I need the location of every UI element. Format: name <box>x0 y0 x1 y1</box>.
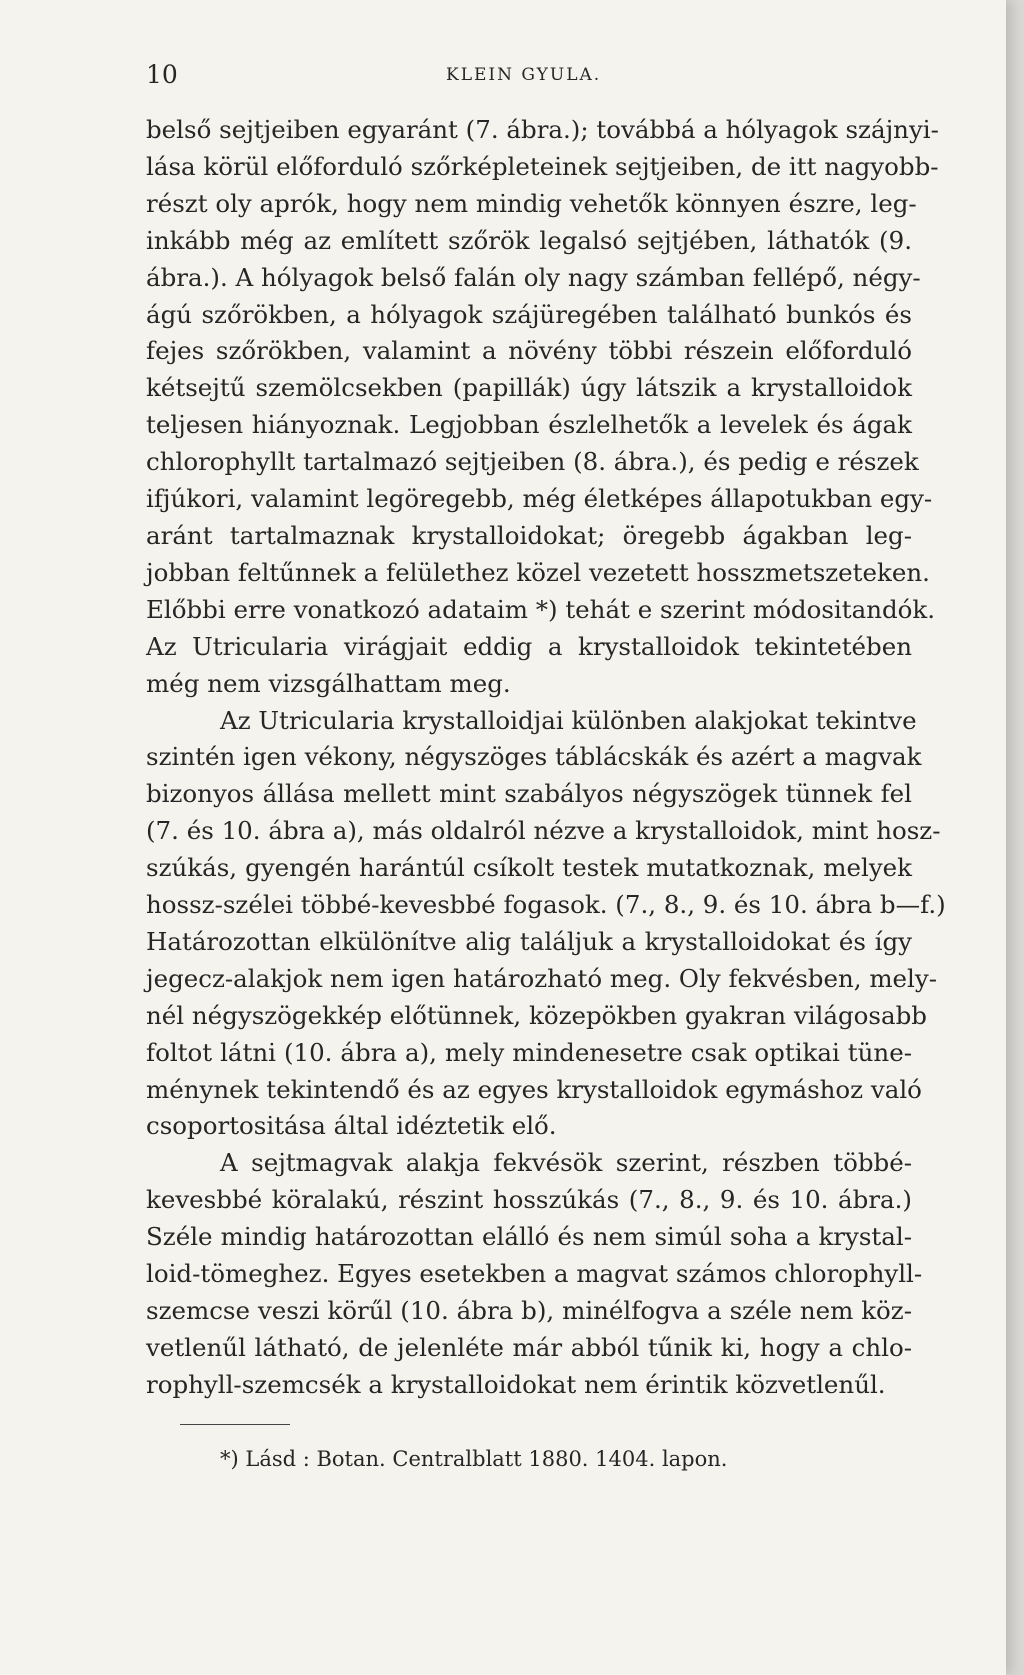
body-text <box>146 112 946 1404</box>
text-line: ifjúkori, valamint legöregebb, még életképes állapotukban egy- <box>146 484 933 514</box>
text-line: lása körül előforduló szőrképleteinek sejtjeiben, de itt nagyobb- <box>146 151 939 181</box>
text-line: ágú szőrökben, a hólyagok szájüregében található bunkós és <box>146 299 912 329</box>
text-line: loid-tömeghez. Egyes esetekben a magvat számos chlorophyll- <box>146 1259 923 1289</box>
text-line: ménynek tekintendő és az egyes krystalloidok egymáshoz való <box>146 1074 922 1104</box>
text-line: még nem vizsgálhattam meg. <box>146 668 511 698</box>
text-line: bizonyos állása mellett mint szabályos négyszögek tünnek fel <box>146 779 912 809</box>
text-line: (7. és 10. ábra a), más oldalról nézve a krystalloidok, mint hosz- <box>146 816 941 846</box>
text-line: ábra.). A hólyagok belső falán oly nagy számban fellépő, négy- <box>146 262 921 292</box>
text-line: foltot látni (10. ábra a), mely mindenesetre csak optikai tüne- <box>146 1037 912 1067</box>
text-line: Előbbi erre vonatkozó adataim *) tehát e szerint módositandók. <box>146 594 936 624</box>
text-line: teljesen hiányoznak. Legjobban észlelhetők a levelek és ágak <box>146 410 912 440</box>
text-line: belső sejtjeiben egyaránt (7. ábra.); továbbá a hólyagok szájnyi- <box>146 115 939 144</box>
text-line: Széle mindig határozottan elálló és nem simúl soha a krystal- <box>146 1222 912 1252</box>
footnote: *) Lásd : Botan. Centralblatt 1880. 1404. lapon. <box>220 1447 728 1471</box>
text-line: jobban feltűnnek a felülethez közel vezetett hosszmetszeteken. <box>146 557 930 587</box>
text-line: A sejtmagvak alakja fekvésök szerint, részben többé- <box>220 1148 912 1178</box>
page-number: 10 <box>146 60 178 89</box>
text-line: Az Utricularia krystalloidjai különben alakjokat tekintve <box>220 705 917 735</box>
text-line: kétsejtű szemölcsekben (papillák) úgy látszik a krystalloidok <box>146 373 912 403</box>
text-line: Határozottan elkülönítve alig találjuk a krystalloidokat és így <box>146 926 912 956</box>
text-line: nél négyszögekkép előtünnek, közepökben gyakran világosabb <box>146 1000 927 1030</box>
text-line: inkább még az említett szőrök legalsó sejtjében, láthatók (9. <box>146 225 912 255</box>
text-line: Az Utricularia virágjait eddig a krystalloidok tekintetében <box>146 631 912 661</box>
text-line: kevesbbé köralakú, részint hosszúkás (7., 8., 9. és 10. ábra.) <box>146 1185 912 1215</box>
footnote-divider <box>180 1424 290 1425</box>
text-line: szúkás, gyengén harántúl csíkolt testek mutatkoznak, melyek <box>146 853 912 883</box>
text-line: chlorophyllt tartalmazó sejtjeiben (8. ábra.), és pedig e részek <box>146 447 919 477</box>
page-header <box>146 60 912 92</box>
text-line: részt oly aprók, hogy nem mindig vehetők könnyen észre, leg- <box>146 188 917 218</box>
text-line: fejes szőrökben, valamint a növény többi részein előforduló <box>146 336 912 366</box>
running-head: KLEIN GYULA. <box>446 65 602 85</box>
text-line: hossz-szélei többé-kevesbbé fogasok. (7., 8., 9. és 10. ábra b—f.) <box>146 890 946 920</box>
text-line: jegecz-alakjok nem igen határozható meg. Oly fekvésben, mely- <box>146 963 938 993</box>
text-line: rophyll-szemcsék a krystalloidokat nem érintik közvetlenűl. <box>146 1369 886 1399</box>
text-line: szintén igen vékony, négyszöges táblácskák és azért a magvak <box>146 742 922 772</box>
text-line: aránt tartalmaznak krystalloidokat; öregebb ágakban leg- <box>146 520 912 550</box>
text-line: vetlenűl látható, de jelenléte már abból tűnik ki, hogy a chlo- <box>146 1332 912 1362</box>
text-line: csoportositása által idéztetik elő. <box>146 1111 557 1141</box>
text-line: szemcse veszi körűl (10. ábra b), minélfogva a széle nem köz- <box>146 1296 912 1325</box>
